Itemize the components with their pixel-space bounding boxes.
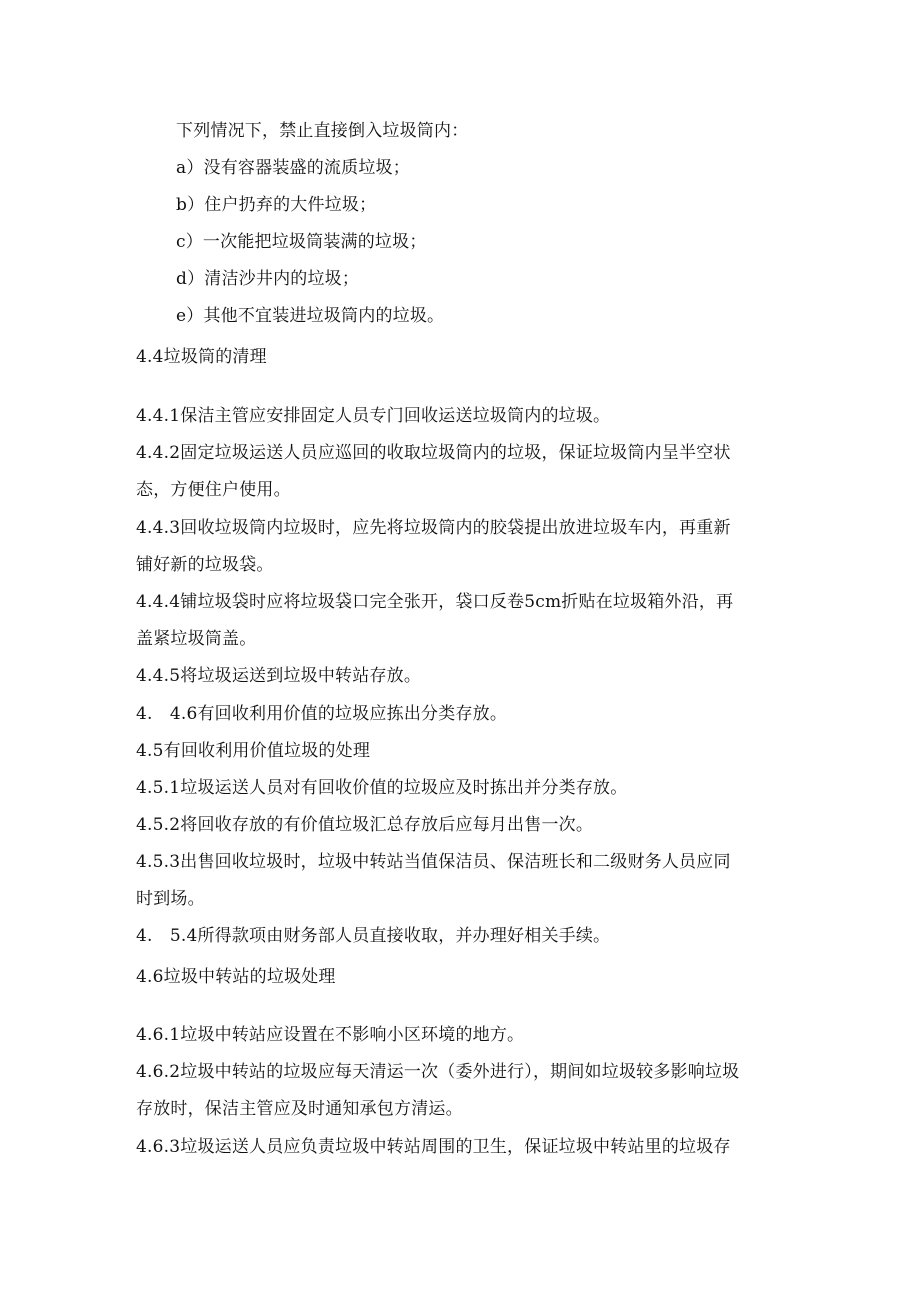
paragraph-4-6-1: 4.6.1垃圾中转站应设置在不影响小区环境的地方。 xyxy=(136,1025,525,1045)
paragraph-4-5-1: 4.5.1垃圾运送人员对有回收价值的垃圾应及时拣出并分类存放。 xyxy=(136,778,628,798)
list-item-d: d）清洁沙井内的垃圾； xyxy=(176,269,360,289)
paragraph-4-4-5: 4.4.5将垃圾运送到垃圾中转站存放。 xyxy=(136,666,422,686)
paragraph-4-4-4-line-2: 盖紧垃圾筒盖。 xyxy=(136,629,257,649)
paragraph-4-4-6: 4. 4.6有回收利用价值的垃圾应拣出分类存放。 xyxy=(136,704,508,724)
paragraph-4-6-3-line-1: 4.6.3垃圾运送人员应负责垃圾中转站周围的卫生，保证垃圾中转站里的垃圾存 xyxy=(136,1137,731,1157)
paragraph-4-6-2-line-2: 存放时，保洁主管应及时通知承包方清运。 xyxy=(136,1099,463,1119)
list-item-a: a）没有容器装盛的流质垃圾； xyxy=(176,158,410,178)
paragraph-4-4-1: 4.4.1保洁主管应安排固定人员专门回收运送垃圾筒内的垃圾。 xyxy=(136,406,611,426)
paragraph-4-4-4-line-1: 4.4.4铺垃圾袋时应将垃圾袋口完全张开，袋口反卷5cm折贴在垃圾箱外沿，再 xyxy=(136,592,734,612)
paragraph-4-5-3-line-2: 时到场。 xyxy=(136,889,205,909)
paragraph-4-4-2-line-2: 态，方便住户使用。 xyxy=(136,480,291,500)
paragraph-4-6-2-line-1: 4.6.2垃圾中转站的垃圾应每天清运一次（委外进行），期间如垃圾较多影响垃圾 xyxy=(136,1062,740,1082)
paragraph-4-4-3-line-1: 4.4.3回收垃圾筒内垃圾时，应先将垃圾筒内的胶袋提出放进垃圾车内，再重新 xyxy=(136,518,731,538)
paragraph-4-5-3-line-1: 4.5.3出售回收垃圾时，垃圾中转站当值保洁员、保洁班长和二级财务人员应同 xyxy=(136,852,731,872)
list-item-b: b）住户扔弃的大件垃圾； xyxy=(176,195,377,215)
paragraph-4-5-4: 4. 5.4所得款项由财务部人员直接收取，并办理好相关手续。 xyxy=(136,926,611,946)
list-item-c: c）一次能把垃圾筒装满的垃圾； xyxy=(176,232,427,252)
section-heading-4-4: 4.4垃圾筒的清理 xyxy=(136,347,267,367)
paragraph-4-4-2-line-1: 4.4.2固定垃圾运送人员应巡回的收取垃圾筒内的垃圾，保证垃圾筒内呈半空状 xyxy=(136,443,731,463)
intro-line: 下列情况下，禁止直接倒入垃圾筒内： xyxy=(176,121,469,141)
paragraph-4-5-2: 4.5.2将回收存放的有价值垃圾汇总存放后应每月出售一次。 xyxy=(136,815,594,835)
paragraph-4-4-3-line-2: 铺好新的垃圾袋。 xyxy=(136,555,274,575)
section-heading-4-6: 4.6垃圾中转站的垃圾处理 xyxy=(136,967,336,987)
section-heading-4-5: 4.5有回收利用价值垃圾的处理 xyxy=(136,741,371,761)
list-item-e: e）其他不宜装进垃圾筒内的垃圾。 xyxy=(176,306,445,326)
